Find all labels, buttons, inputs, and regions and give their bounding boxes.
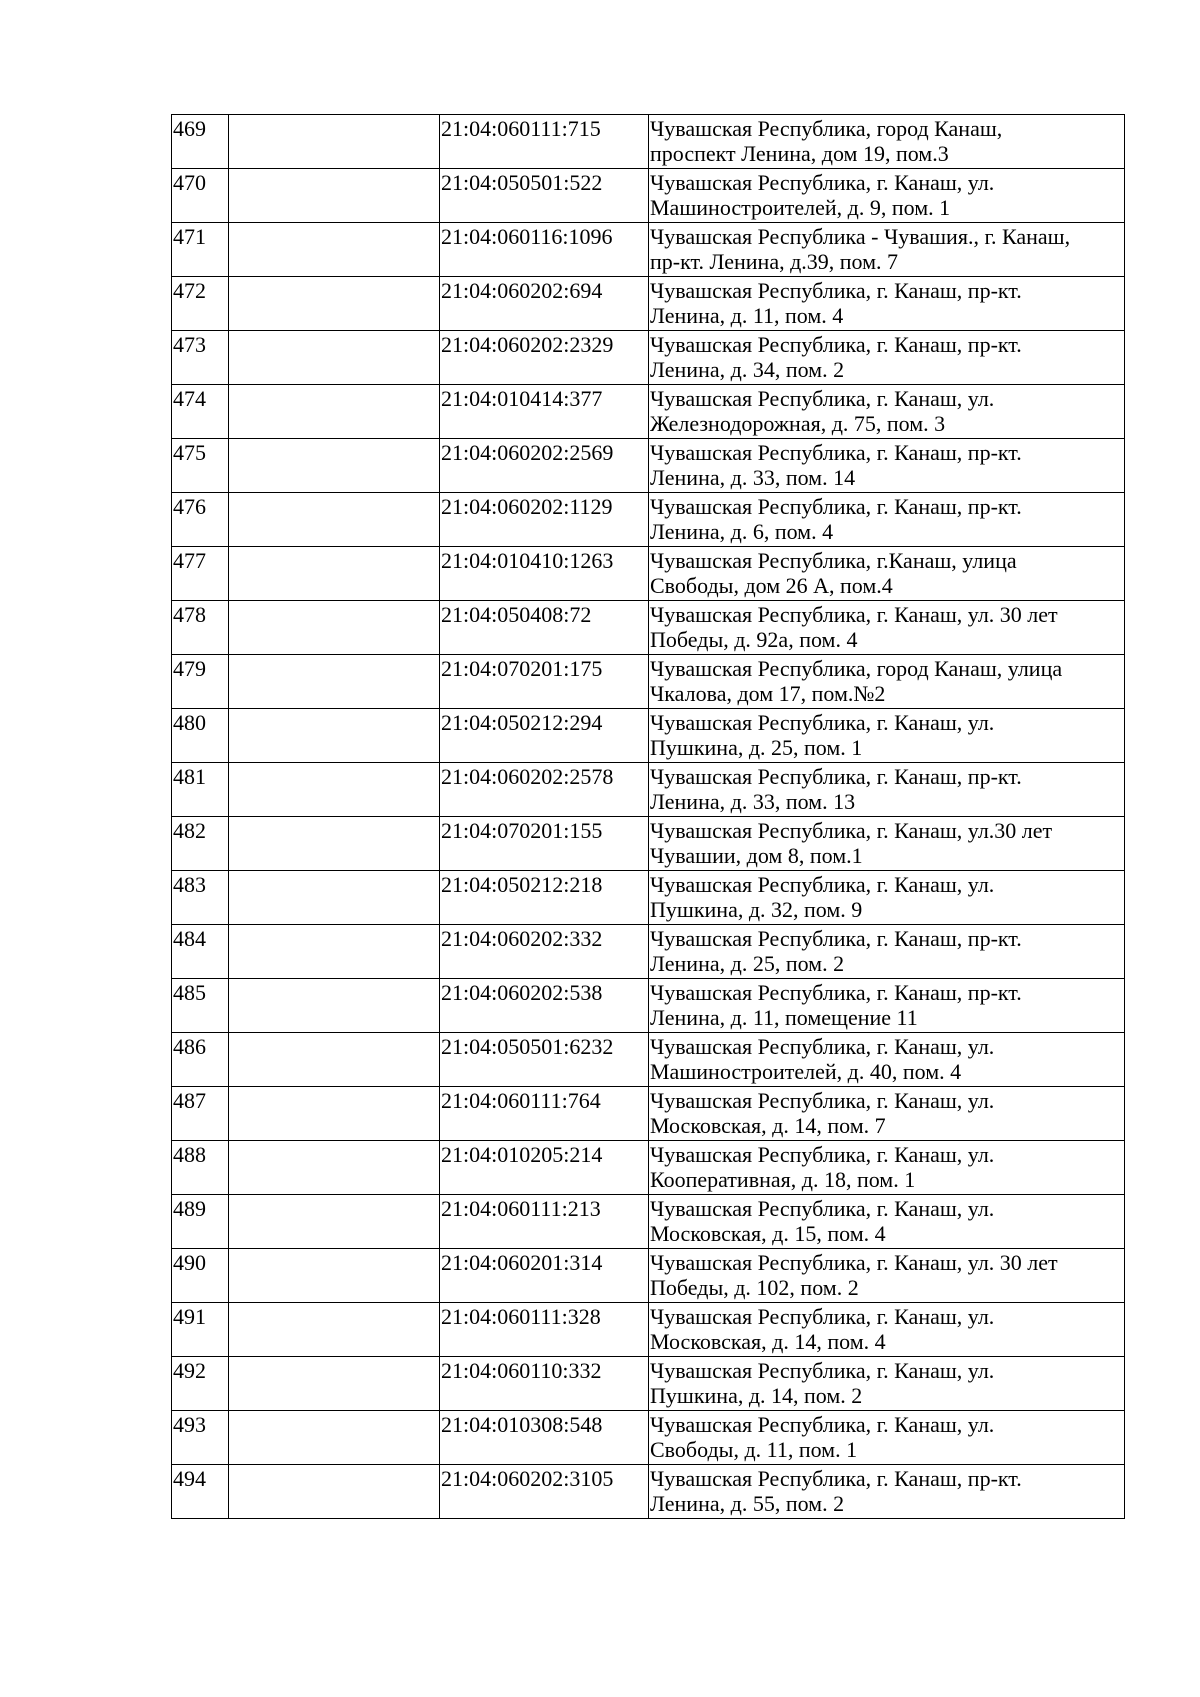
row-number-cell: 483 (172, 871, 229, 925)
blank-cell (229, 817, 440, 871)
cadastral-number-cell: 21:04:060202:2569 (440, 439, 649, 493)
table-row (172, 871, 1125, 925)
table-row (172, 169, 1125, 223)
address-line: Чувашская Республика, г. Канаш, пр-кт. (650, 764, 1022, 789)
address-line: Чувашская Республика, г.Канаш, улица (650, 548, 1017, 573)
row-number-cell: 487 (172, 1087, 229, 1141)
blank-cell (229, 1465, 440, 1519)
address-line: Ленина, д. 11, пом. 4 (650, 303, 844, 328)
address-line: Ленина, д. 25, пом. 2 (650, 951, 845, 976)
table-row (172, 331, 1125, 385)
row-number-cell: 471 (172, 223, 229, 277)
table-row (172, 709, 1125, 763)
address-cell (649, 1303, 1125, 1357)
address-line: Чувашская Республика, г. Канаш, ул. (650, 1358, 995, 1383)
address-line: Чувашская Республика, г. Канаш, ул. (650, 170, 995, 195)
address-cell (649, 1249, 1125, 1303)
table-row (172, 763, 1125, 817)
row-number-cell: 476 (172, 493, 229, 547)
address-cell (649, 925, 1125, 979)
row-number-cell: 482 (172, 817, 229, 871)
cadastral-number-cell: 21:04:060116:1096 (440, 223, 649, 277)
address-line: Чувашская Республика, г. Канаш, пр-кт. (650, 278, 1022, 303)
address-line: Пушкина, д. 14, пом. 2 (650, 1383, 863, 1408)
blank-cell (229, 1141, 440, 1195)
table-row (172, 493, 1125, 547)
address-line: Чувашская Республика, г. Канаш, ул. (650, 1196, 995, 1221)
address-line: Чувашская Республика, г. Канаш, ул. (650, 1412, 995, 1437)
address-line: Чувашская Республика, город Канаш, (650, 116, 1003, 141)
row-number-cell: 484 (172, 925, 229, 979)
blank-cell (229, 871, 440, 925)
table-row (172, 1195, 1125, 1249)
row-number-cell: 489 (172, 1195, 229, 1249)
address-line: Кооперативная, д. 18, пом. 1 (650, 1167, 916, 1192)
cadastral-number-cell: 21:04:050501:6232 (440, 1033, 649, 1087)
address-line: Чувашская Республика, г. Канаш, пр-кт. (650, 926, 1022, 951)
address-line: Чувашская Республика, г. Канаш, пр-кт. (650, 440, 1022, 465)
address-cell (649, 709, 1125, 763)
cadastral-number-cell: 21:04:070201:175 (440, 655, 649, 709)
row-number-cell: 474 (172, 385, 229, 439)
table-row (172, 1249, 1125, 1303)
cadastral-number-cell: 21:04:060202:3105 (440, 1465, 649, 1519)
address-line: пр-кт. Ленина, д.39, пом. 7 (650, 249, 899, 274)
blank-cell (229, 493, 440, 547)
address-line: Ленина, д. 55, пом. 2 (650, 1491, 845, 1516)
cadastral-number-cell: 21:04:060202:1129 (440, 493, 649, 547)
address-line: Чувашская Республика, г. Канаш, ул. 30 лет (650, 602, 1058, 627)
row-number-cell: 488 (172, 1141, 229, 1195)
blank-cell (229, 709, 440, 763)
blank-cell (229, 385, 440, 439)
address-cell (649, 169, 1125, 223)
address-cell (649, 493, 1125, 547)
property-registry-table (171, 114, 1125, 1519)
cadastral-number-cell: 21:04:060111:328 (440, 1303, 649, 1357)
table-row (172, 925, 1125, 979)
row-number-cell: 479 (172, 655, 229, 709)
cadastral-number-cell: 21:04:060201:314 (440, 1249, 649, 1303)
table-row (172, 1303, 1125, 1357)
address-line: Московская, д. 14, пом. 7 (650, 1113, 886, 1138)
cadastral-number-cell: 21:04:060111:715 (440, 115, 649, 169)
address-line: Чувашская Республика, г. Канаш, пр-кт. (650, 1466, 1022, 1491)
address-line: Чкалова, дом 17, пом.№2 (650, 681, 886, 706)
table-row (172, 601, 1125, 655)
address-cell (649, 871, 1125, 925)
blank-cell (229, 1195, 440, 1249)
address-line: Чувашская Республика, г. Канаш, ул. (650, 1304, 995, 1329)
blank-cell (229, 763, 440, 817)
address-line: Чувашская Республика, г. Канаш, ул. (650, 386, 995, 411)
table-row (172, 1465, 1125, 1519)
blank-cell (229, 1033, 440, 1087)
address-line: Чувашская Республика, г. Канаш, ул. (650, 872, 995, 897)
address-line: Чувашская Республика, г. Канаш, ул. (650, 1088, 995, 1113)
address-cell (649, 979, 1125, 1033)
address-line: проспект Ленина, дом 19, пом.3 (650, 141, 949, 166)
row-number-cell: 481 (172, 763, 229, 817)
blank-cell (229, 601, 440, 655)
blank-cell (229, 331, 440, 385)
address-cell (649, 277, 1125, 331)
row-number-cell: 469 (172, 115, 229, 169)
cadastral-number-cell: 21:04:050212:218 (440, 871, 649, 925)
row-number-cell: 486 (172, 1033, 229, 1087)
address-cell (649, 601, 1125, 655)
blank-cell (229, 1357, 440, 1411)
cadastral-number-cell: 21:04:050212:294 (440, 709, 649, 763)
row-number-cell: 490 (172, 1249, 229, 1303)
blank-cell (229, 277, 440, 331)
table-row (172, 1411, 1125, 1465)
address-line: Пушкина, д. 25, пом. 1 (650, 735, 863, 760)
cadastral-number-cell: 21:04:060202:332 (440, 925, 649, 979)
address-line: Чувашская Республика, г. Канаш, пр-кт. (650, 494, 1022, 519)
address-line: Железнодорожная, д. 75, пом. 3 (650, 411, 946, 436)
address-cell (649, 385, 1125, 439)
row-number-cell: 485 (172, 979, 229, 1033)
address-line: Чувашская Республика, г. Канаш, ул.30 лет (650, 818, 1053, 843)
address-cell (649, 1033, 1125, 1087)
table-body (172, 115, 1125, 1519)
blank-cell (229, 547, 440, 601)
row-number-cell: 493 (172, 1411, 229, 1465)
address-line: Чувашии, дом 8, пом.1 (650, 843, 863, 868)
address-cell (649, 223, 1125, 277)
table-row (172, 223, 1125, 277)
table-row (172, 1357, 1125, 1411)
address-line: Чувашская Республика, город Канаш, улица (650, 656, 1063, 681)
blank-cell (229, 655, 440, 709)
table-row (172, 979, 1125, 1033)
row-number-cell: 473 (172, 331, 229, 385)
row-number-cell: 480 (172, 709, 229, 763)
row-number-cell: 494 (172, 1465, 229, 1519)
address-line: Чувашская Республика, г. Канаш, ул. (650, 710, 995, 735)
address-line: Победы, д. 102, пом. 2 (650, 1275, 859, 1300)
table-row (172, 385, 1125, 439)
address-line: Машиностроителей, д. 9, пом. 1 (650, 195, 951, 220)
address-line: Чувашская Республика - Чувашия., г. Канаш, (650, 224, 1071, 249)
address-cell (649, 763, 1125, 817)
table-row (172, 277, 1125, 331)
address-cell (649, 1087, 1125, 1141)
table-row (172, 115, 1125, 169)
blank-cell (229, 439, 440, 493)
address-line: Чувашская Республика, г. Канаш, ул. (650, 1142, 995, 1167)
row-number-cell: 491 (172, 1303, 229, 1357)
address-line: Московская, д. 15, пом. 4 (650, 1221, 886, 1246)
blank-cell (229, 1249, 440, 1303)
table-row (172, 547, 1125, 601)
row-number-cell: 492 (172, 1357, 229, 1411)
row-number-cell: 478 (172, 601, 229, 655)
address-cell (649, 1141, 1125, 1195)
table-row (172, 1033, 1125, 1087)
address-line: Ленина, д. 6, пом. 4 (650, 519, 834, 544)
blank-cell (229, 979, 440, 1033)
cadastral-number-cell: 21:04:010414:377 (440, 385, 649, 439)
cadastral-number-cell: 21:04:010308:548 (440, 1411, 649, 1465)
cadastral-number-cell: 21:04:060202:2329 (440, 331, 649, 385)
address-line: Победы, д. 92а, пом. 4 (650, 627, 858, 652)
address-cell (649, 1465, 1125, 1519)
address-line: Пушкина, д. 32, пом. 9 (650, 897, 863, 922)
address-cell (649, 655, 1125, 709)
row-number-cell: 470 (172, 169, 229, 223)
cadastral-number-cell: 21:04:050408:72 (440, 601, 649, 655)
cadastral-number-cell: 21:04:060202:538 (440, 979, 649, 1033)
blank-cell (229, 925, 440, 979)
row-number-cell: 472 (172, 277, 229, 331)
address-line: Машиностроителей, д. 40, пом. 4 (650, 1059, 962, 1084)
address-cell (649, 115, 1125, 169)
table-row (172, 817, 1125, 871)
address-line: Ленина, д. 33, пом. 14 (650, 465, 856, 490)
cadastral-number-cell: 21:04:060111:213 (440, 1195, 649, 1249)
address-line: Чувашская Республика, г. Канаш, ул. 30 лет (650, 1250, 1058, 1275)
address-line: Свободы, дом 26 А, пом.4 (650, 573, 893, 598)
table-row (172, 1141, 1125, 1195)
cadastral-number-cell: 21:04:010205:214 (440, 1141, 649, 1195)
cadastral-number-cell: 21:04:060202:2578 (440, 763, 649, 817)
cadastral-number-cell: 21:04:010410:1263 (440, 547, 649, 601)
address-cell (649, 1195, 1125, 1249)
blank-cell (229, 223, 440, 277)
address-cell (649, 331, 1125, 385)
address-cell (649, 439, 1125, 493)
blank-cell (229, 1411, 440, 1465)
blank-cell (229, 115, 440, 169)
address-line: Чувашская Республика, г. Канаш, пр-кт. (650, 980, 1022, 1005)
address-cell (649, 1411, 1125, 1465)
blank-cell (229, 169, 440, 223)
row-number-cell: 475 (172, 439, 229, 493)
table-row (172, 655, 1125, 709)
cadastral-number-cell: 21:04:060110:332 (440, 1357, 649, 1411)
address-cell (649, 817, 1125, 871)
address-line: Ленина, д. 33, пом. 13 (650, 789, 856, 814)
cadastral-number-cell: 21:04:060111:764 (440, 1087, 649, 1141)
address-line: Чувашская Республика, г. Канаш, пр-кт. (650, 332, 1022, 357)
address-cell (649, 1357, 1125, 1411)
address-line: Чувашская Республика, г. Канаш, ул. (650, 1034, 995, 1059)
blank-cell (229, 1303, 440, 1357)
address-cell (649, 547, 1125, 601)
cadastral-number-cell: 21:04:050501:522 (440, 169, 649, 223)
blank-cell (229, 1087, 440, 1141)
row-number-cell: 477 (172, 547, 229, 601)
address-line: Ленина, д. 34, пом. 2 (650, 357, 845, 382)
address-line: Ленина, д. 11, помещение 11 (650, 1005, 918, 1030)
address-line: Московская, д. 14, пом. 4 (650, 1329, 886, 1354)
cadastral-number-cell: 21:04:060202:694 (440, 277, 649, 331)
address-line: Свободы, д. 11, пом. 1 (650, 1437, 858, 1462)
table-row (172, 1087, 1125, 1141)
table-row (172, 439, 1125, 493)
cadastral-number-cell: 21:04:070201:155 (440, 817, 649, 871)
